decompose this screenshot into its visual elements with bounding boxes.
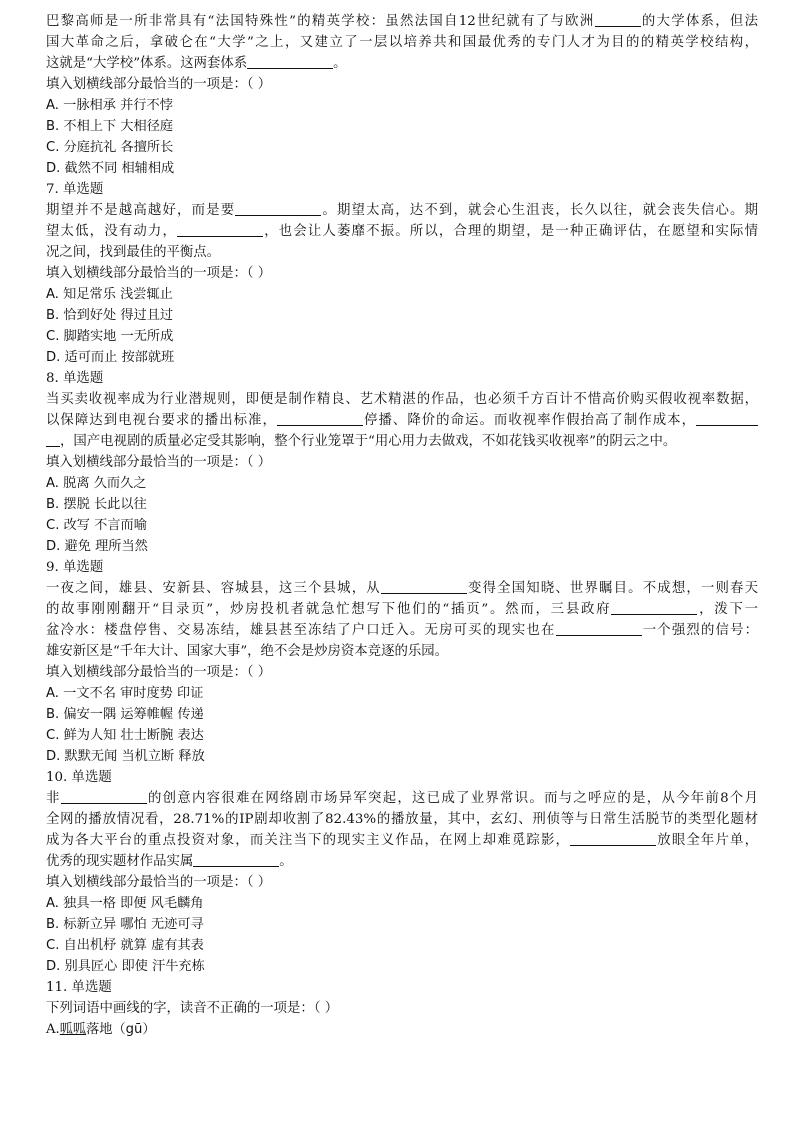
answer-option[interactable]: C. 脚踏实地 一无所成 <box>46 329 174 344</box>
passage-line <box>46 998 758 1019</box>
text-run: 的故事刚刚翻开“目录页”，炒房投机者就急忙想写下他们的“插页”。然而，三县政府 <box>46 602 612 617</box>
answer-option[interactable]: A. 脱离 久而久之 <box>46 476 147 491</box>
passage-line <box>46 221 758 242</box>
text-run: 巴黎高师是一所非常具有“法国特殊性”的精英学校：虽然法国自12世纪就有了与欧洲 <box>46 14 595 29</box>
text-run: 一夜之间，雄县、安新县、容城县，这三个县城，从 <box>46 581 381 596</box>
question-label: 11. 单选题 <box>46 980 112 995</box>
question-prompt: 填入划横线部分最恰当的一项是：（ ） <box>46 266 272 281</box>
question-label: 9. 单选题 <box>46 560 104 575</box>
text-run: 。期望太高，达不到，就会心生沮丧，长久以往，就会丧失信心。期 <box>321 203 758 218</box>
text-run: 的创意内容很难在网络剧市场异军突起，这已成了业界常识。而与之呼应的是，从今年前8个月 <box>146 791 758 806</box>
text-run: 期望并不是越高越好，而是要 <box>46 203 236 218</box>
text-run: ，泼下一 <box>697 602 758 617</box>
answer-option[interactable]: C. 改写 不言而喻 <box>46 518 147 533</box>
answer-option[interactable]: B. 偏安一隅 运筹帷幄 传递 <box>46 707 204 722</box>
answer-option[interactable]: C. 鲜为人知 壮士断腕 表达 <box>46 728 204 743</box>
answer-blank <box>595 12 641 27</box>
passage-line <box>46 578 758 599</box>
text-run: 当买卖收视率成为行业潜规则，即便是制作精良、艺术精湛的作品，也必须千方百计不惜高价购买假收视率数据， <box>46 392 758 407</box>
passage-line <box>46 851 758 872</box>
text-run: 优秀的现实题材作品实属 <box>46 854 194 869</box>
text-run: 一个强烈的信号： <box>641 623 758 638</box>
text-run: 的大学体系，但法 <box>640 14 758 29</box>
text-run: 。 <box>333 56 347 71</box>
answer-blank <box>61 789 147 804</box>
text-run: 以保障达到电视台要求的播出标准， <box>46 413 277 428</box>
text-run: 停播、降价的命运。而收视率作假抬高了制作成本， <box>362 413 697 428</box>
answer-blank <box>193 852 279 867</box>
intro-passage <box>46 11 758 179</box>
answer-option[interactable]: D. 默默无闻 当机立断 释放 <box>46 749 205 764</box>
underlined-word: 呱呱 <box>59 1022 87 1037</box>
passage-line <box>46 389 758 410</box>
question-label: 8. 单选题 <box>46 371 104 386</box>
answer-option[interactable]: A. 知足常乐 浅尝辄止 <box>46 287 173 302</box>
answer-option[interactable]: B. 不相上下 大相径庭 <box>46 119 174 134</box>
passage-line <box>46 53 758 74</box>
answer-option[interactable]: C. 分庭抗礼 各擅所长 <box>46 140 174 155</box>
question-8 <box>46 368 758 557</box>
answer-option[interactable]: B. 恰到好处 得过且过 <box>46 308 174 323</box>
answer-option[interactable]: D. 避免 理所当然 <box>46 539 148 554</box>
answer-blank <box>570 831 656 846</box>
question-10 <box>46 767 758 977</box>
text-run: 望太低，没有动力， <box>46 224 178 239</box>
text-run: 。 <box>279 854 293 869</box>
passage-line <box>46 641 758 662</box>
text-run: 非 <box>46 791 61 806</box>
question-prompt: 填入划横线部分最恰当的一项是：（ ） <box>46 77 272 92</box>
passage-line <box>46 242 758 263</box>
answer-option[interactable]: C. 自出机杼 就算 虚有其表 <box>46 938 204 953</box>
answer-blank <box>556 621 642 636</box>
answer-blank <box>381 579 467 594</box>
passage-line <box>46 830 758 851</box>
passage-line <box>46 410 758 431</box>
text-run: 雄安新区是“千年大计、国家大事”，绝不会是炒房资本竞逐的乐园。 <box>46 644 449 659</box>
text-run: 况之间，找到最佳的平衡点。 <box>46 245 221 260</box>
text-run: 全网的播放情况看，28.71%的IP剧却收割了82.43%的播放量，其中，玄幻、刑侦等与日常生活脱节的类型化题材 <box>46 812 758 827</box>
passage-line <box>46 809 758 830</box>
answer-option[interactable]: B. 标新立异 哪怕 无迹可寻 <box>46 917 204 932</box>
text-run: 变得全国知晓、世界瞩目。不成想，一则春天 <box>466 581 758 596</box>
answer-blank <box>46 432 60 447</box>
answer-option[interactable]: B. 摆脱 长此以往 <box>46 497 147 512</box>
text-run: 放眼全年片单， <box>656 833 758 848</box>
text-run: ，也会让人萎靡不振。所以，合理的期望，是一种正确评估，在愿望和实际情 <box>263 224 758 239</box>
question-9 <box>46 557 758 767</box>
question-7 <box>46 179 758 368</box>
answer-blank <box>235 201 321 216</box>
question-label: 7. 单选题 <box>46 182 104 197</box>
passage-line <box>46 431 758 452</box>
option-letter: A. <box>46 1022 60 1037</box>
answer-option[interactable]: D. 别具匠心 即使 汗牛充栋 <box>46 959 205 974</box>
text-run: 下列词语中画线的字，读音不正确的一项是：（ ） <box>46 1001 339 1016</box>
text-run: ，国产电视剧的质量必定受其影响，整个行业笼罩于“用心用力去做戏，不如花钱买收视率”的阴云之中。 <box>60 434 677 449</box>
answer-option[interactable]: A. 一脉相承 并行不悖 <box>46 98 173 113</box>
question-label: 10. 单选题 <box>46 770 112 785</box>
answer-option[interactable]: D. 截然不同 相辅相成 <box>46 161 175 176</box>
answer-blank <box>247 54 333 69</box>
document-content <box>46 11 758 1040</box>
answer-option[interactable] <box>46 1019 758 1040</box>
question-prompt: 填入划横线部分最恰当的一项是：（ ） <box>46 455 272 470</box>
answer-blank <box>277 411 363 426</box>
question-11 <box>46 977 758 1040</box>
passage-line <box>46 200 758 221</box>
passage-line <box>46 620 758 641</box>
passage-line <box>46 788 758 809</box>
passage-line <box>46 32 758 53</box>
question-prompt: 填入划横线部分最恰当的一项是：（ ） <box>46 875 272 890</box>
answer-option[interactable]: D. 适可而止 按部就班 <box>46 350 175 365</box>
answer-option[interactable]: A. 独具一格 即便 风毛麟角 <box>46 896 204 911</box>
text-run: 盆冷水：楼盘停售、交易冻结，雄县甚至冻结了户口迁入。无房可买的现实也在 <box>46 623 556 638</box>
text-run: 成为各大平台的重点投资对象，而关注当下的现实主义作品，在网上却难觅踪影， <box>46 833 571 848</box>
question-prompt: 填入划横线部分最恰当的一项是：（ ） <box>46 665 272 680</box>
text-run: 国大革命之后，拿破仑在“大学”之上，又建立了一层以培养共和国最优秀的专门人才为目的的精英学校结构， <box>46 35 758 50</box>
answer-blank <box>177 222 263 237</box>
option-rest: 落地（gū） <box>86 1022 156 1037</box>
text-run: 这就是“大学校”体系。这两套体系 <box>46 56 248 71</box>
passage-line <box>46 599 758 620</box>
answer-blank <box>611 600 697 615</box>
passage-line <box>46 11 758 32</box>
answer-blank <box>696 411 758 426</box>
answer-option[interactable]: A. 一文不名 审时度势 印证 <box>46 686 204 701</box>
